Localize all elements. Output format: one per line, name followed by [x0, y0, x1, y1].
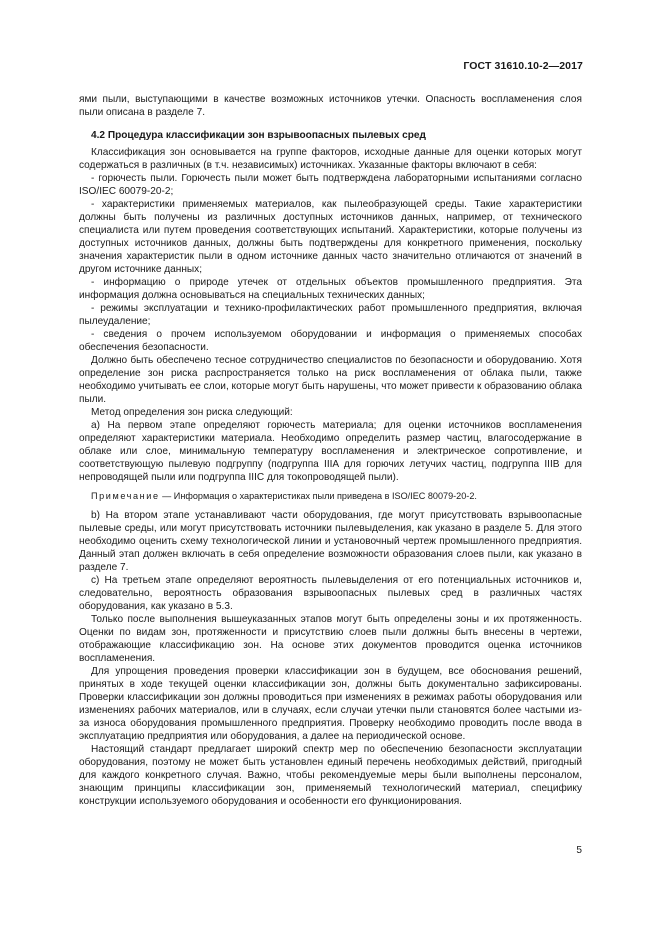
document-header [463, 60, 583, 72]
step-paragraph: а) На первом этапе определяют горючесть материала; для оценки источников воспламенения определяют характеристики материала. Необходимо определить размер частиц, влагосодержание в облаке или слое, минимальную температуру воспламенения и электрическое сопротивление, и соответствующую пылевую подгруппу (подгруппа IIIA для горючих летучих частиц, подгруппа IIIB для непроводящей пыли или подгруппа IIIC для токопроводящей пыли). [79, 420, 582, 483]
page-number: 5 [576, 845, 582, 856]
note [79, 490, 582, 503]
standard-code: ГОСТ 31610.10-2—2017 [463, 60, 583, 72]
step-paragraph: b) На втором этапе устанавливают части оборудования, где могут присутствовать взрывоопасные пылевые среды, или могут присутствовать источники пылевыделения, как указано в разделе 5. Для этого необходимо оценить схему технологической линии и установочный чертеж промышленного предприятия. Данный этап должен включать в себя определение возможности образования слоев пыли, как указано в разделе 7. [79, 510, 582, 573]
list-item: - информацию о природе утечек от отдельных объектов промышленного предприятия. Эта информация должна основываться на специальных технических данных; [79, 277, 582, 301]
paragraph: Должно быть обеспечено тесное сотрудничество специалистов по безопасности и оборудованию. Хотя определение зон риска распространяется только на риск воспламенения от облака пыли, также необходимо учитывать ее слои, которые могут быть нарушены, что может привести к образованию облака пыли. [79, 355, 582, 405]
document-body [79, 93, 582, 808]
paragraph: Классификация зон основывается на группе факторов, исходные данные для оценки которых могут содержаться в различных (в т.ч. независимых) источниках. Указанные факторы включают в себя: [79, 147, 582, 171]
list-item: - характеристики применяемых материалов, как пылеобразующей среды. Такие характеристики должны быть получены из различных доступных источников данных, например, от технического специалиста или путем проведения соответствующих испытаний. Характеристики, которые получены из доступных источников данных, должны быть подтверждены для конкретного применения, поскольку значения характеристик пыли в одном источнике данных часто значительно отличаются от значений в другом источнике данных; [79, 199, 582, 275]
intro-paragraph: ями пыли, выступающими в качестве возможных источников утечки. Опасность воспламенения слоя пыли описана в разделе 7. [79, 94, 582, 118]
paragraph: Метод определения зон риска следующий: [91, 407, 293, 418]
section-title: 4.2 Процедура классификации зон взрывоопасных пылевых сред [91, 130, 426, 141]
paragraph: Только после выполнения вышеуказанных этапов могут быть определены зоны и их протяженность. Оценки по видам зон, протяженности и присутствию слоев пыли должны быть внесены в чертежи, отображающие классификацию зон. На основе этих документов проводится оценка источников воспламенения. [79, 614, 582, 664]
step-paragraph: с) На третьем этапе определяют вероятность пылевыделения от его потенциальных источников и, следовательно, вероятность образования взрывоопасных пылевых сред в различных частях оборудования, как указано в 5.3. [79, 575, 582, 612]
note-label: Примечание [91, 491, 160, 501]
list-item: - горючесть пыли. Горючесть пыли может быть подтверждена лабораторными испытаниями согласно ISO/IEC 60079-20-2; [79, 173, 582, 197]
list-item: - режимы эксплуатации и технико-профилактических работ промышленного предприятия, включая пылеудаление; [79, 303, 582, 327]
paragraph: Для упрощения проведения проверки классификации зон в будущем, все обоснования решений, принятых в ходе текущей оценки классификации зон, должны быть документально зафиксированы. Проверки классификации зон должны проводиться при изменениях в режимах работы оборудования или изменениях рабочих материалов, или в случаях, если случаи утечки пыли становятся более частыми из-за износа оборудования промышленного предприятия. Проверку необходимо проводить после ввода в эксплуатацию предприятия или оборудования, а далее на периодической основе. [79, 666, 582, 742]
note-text: — Информация о характеристиках пыли приведена в ISO/IEC 80079-20-2. [159, 491, 477, 501]
paragraph: Настоящий стандарт предлагает широкий спектр мер по обеспечению безопасности эксплуатации оборудования, поэтому не может быть установлен единый перечень необходимых действий, пригодный для каждого конкретного случая. Важно, чтобы рекомендуемые меры были выполнены персоналом, знающим принципы классификации зон, применяемый технологический материал, специфику конструкции используемого оборудования и особенности его функционирования. [79, 744, 582, 807]
list-item: - сведения о прочем используемом оборудовании и информация о применяемых способах обеспечения безопасности. [79, 329, 582, 353]
